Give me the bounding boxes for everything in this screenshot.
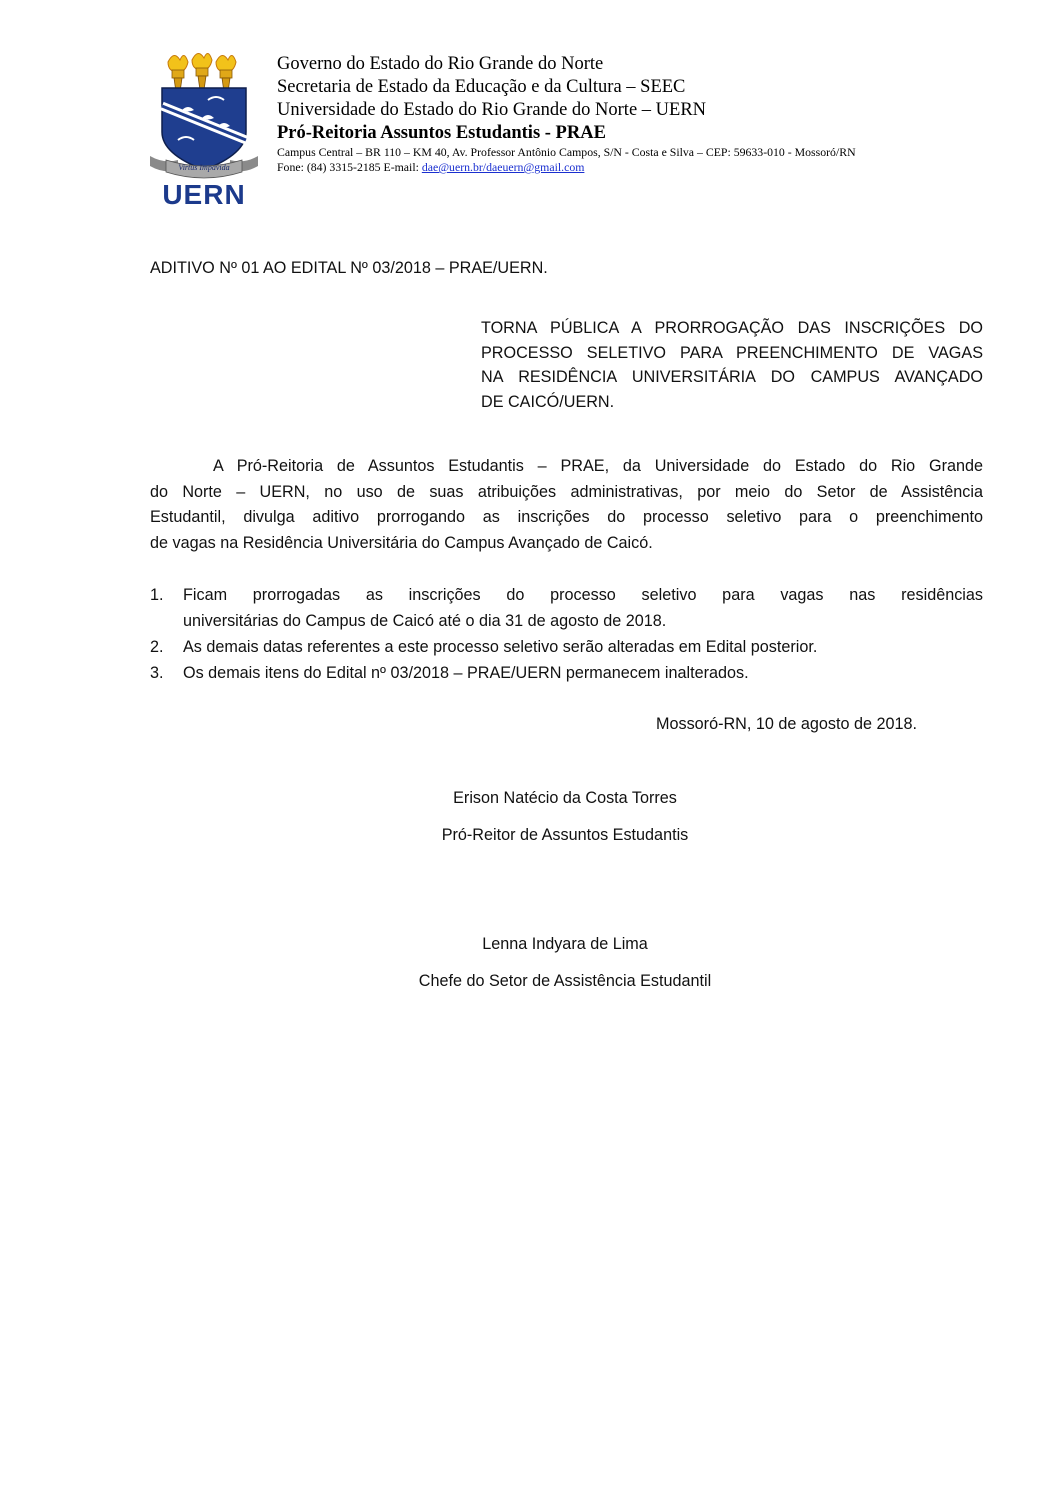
signatory-role: Chefe do Setor de Assistência Estudantil xyxy=(418,972,712,990)
list-item-number: 2. xyxy=(150,638,164,656)
list-item-line: As demais datas referentes a este processo seletivo serão alteradas em Edital posterior. xyxy=(183,638,818,656)
paragraph-line: Estudantil, divulga aditivo prorrogando as inscrições do processo seletivo para o preenchimento xyxy=(150,508,983,526)
ementa-line: NA RESIDÊNCIA UNIVERSITÁRIA DO CAMPUS AVANÇADO xyxy=(481,368,983,386)
date-place: Mossoró-RN, 10 de agosto de 2018. xyxy=(656,715,917,733)
header-contact xyxy=(277,160,856,175)
document-title: ADITIVO Nº 01 AO EDITAL Nº 03/2018 – PRAE/UERN. xyxy=(150,259,548,277)
ementa-line: PROCESSO SELETIVO PARA PREENCHIMENTO DE VAGAS xyxy=(481,343,983,362)
signatory-role: Pró-Reitor de Assuntos Estudantis xyxy=(441,826,689,844)
torch-icon xyxy=(192,53,212,90)
numbered-list xyxy=(150,582,983,686)
document-ementa xyxy=(481,316,983,414)
list-item-line: Os demais itens do Edital nº 03/2018 – PRAE/UERN permanecem inalterados. xyxy=(183,664,749,682)
header-address: Campus Central – BR 110 – KM 40, Av. Professor Antônio Campos, S/N - Costa e Silva – CEP: 59633-010 - Mossoró/RN xyxy=(277,145,856,159)
main-paragraph xyxy=(150,454,983,556)
signatory-name: Lenna Indyara de Lima xyxy=(482,935,648,953)
letterhead xyxy=(277,53,856,175)
header-phone: Fone: (84) 3315-2185 E-mail: xyxy=(277,160,422,174)
signatory-name: Erison Natécio da Costa Torres xyxy=(453,789,677,807)
shield-icon xyxy=(162,88,246,170)
header-government: Governo do Estado do Rio Grande do Norte xyxy=(277,54,604,74)
header-email-link[interactable]: dae@uern.br/daeuern@gmail.com xyxy=(421,160,585,174)
ementa-line: TORNA PÚBLICA A PRORROGAÇÃO DAS INSCRIÇÕES DO xyxy=(481,319,983,337)
list-item xyxy=(150,634,983,660)
list-item-line: universitárias do Campus de Caicó até o dia 31 de agosto de 2018. xyxy=(183,612,667,630)
paragraph-line: do Norte – UERN, no uso de suas atribuições administrativas, por meio do Setor de Assistência xyxy=(150,482,983,501)
paragraph-line: de vagas na Residência Universitária do Campus Avançado de Caicó. xyxy=(150,533,653,552)
uern-logo xyxy=(148,48,260,208)
motto-text: Virtus Impavida xyxy=(178,163,230,172)
list-item xyxy=(150,582,983,634)
list-item-number: 1. xyxy=(150,586,164,604)
list-item xyxy=(150,660,983,686)
list-item-line: Ficam prorrogadas as inscrições do processo seletivo para vagas nas residências xyxy=(183,586,983,604)
header-secretariat: Secretaria de Estado da Educação e da Cultura – SEEC xyxy=(277,77,686,97)
list-item-number: 3. xyxy=(150,664,164,682)
paragraph-line: A Pró-Reitoria de Assuntos Estudantis – PRAE, da Universidade do Estado do Rio Grande xyxy=(213,457,983,475)
header-department: Pró-Reitoria Assuntos Estudantis - PRAE xyxy=(277,123,606,143)
torch-icon xyxy=(168,55,188,92)
torch-icon xyxy=(216,55,236,92)
header-university: Universidade do Estado do Rio Grande do Norte – UERN xyxy=(277,100,707,120)
ementa-line: DE CAICÓ/UERN. xyxy=(481,392,615,411)
logo-text: UERN xyxy=(162,179,246,208)
